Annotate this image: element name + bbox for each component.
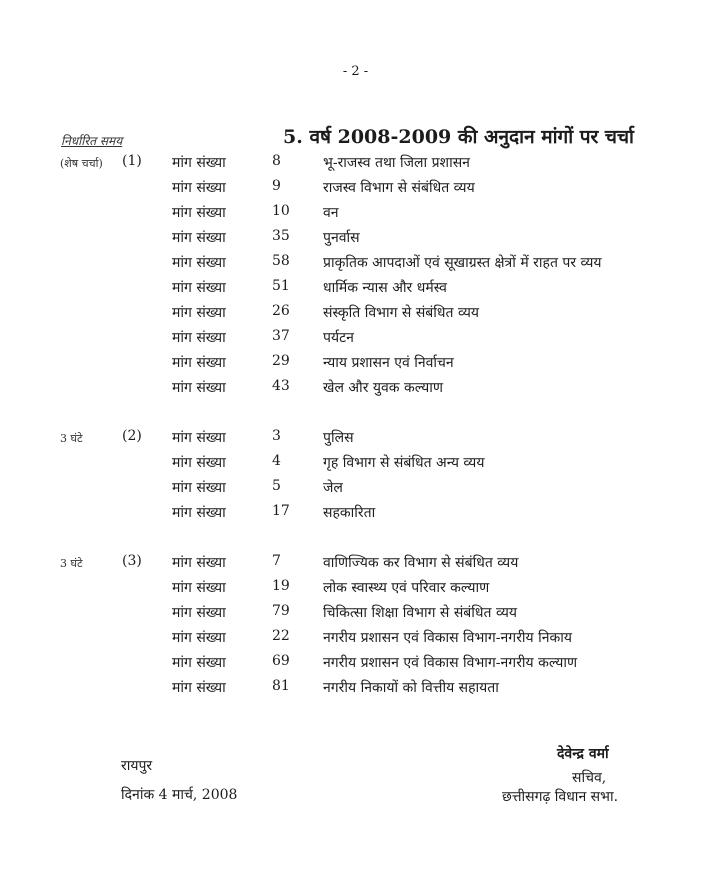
- demand-description: राजस्व विभाग से संबंधित व्यय: [323, 180, 475, 196]
- demand-number: 8: [272, 153, 281, 169]
- demand-group-3: [0, 550, 711, 700]
- demand-label: मांग संख्या: [172, 155, 226, 171]
- demand-label: मांग संख्या: [172, 355, 226, 371]
- allocated-time: (शेष चर्चा): [60, 157, 103, 170]
- demand-label: मांग संख्या: [172, 505, 226, 521]
- demand-row: [0, 450, 711, 475]
- demand-label: मांग संख्या: [172, 480, 226, 496]
- demand-description: वाणिज्यिक कर विभाग से संबंधित व्यय: [323, 555, 519, 571]
- demand-label: मांग संख्या: [172, 630, 226, 646]
- demand-row: [0, 350, 711, 375]
- demand-row: [0, 300, 711, 325]
- demand-number: 4: [272, 453, 281, 469]
- allocated-time: 3 घंटे: [60, 432, 83, 445]
- demand-number: 37: [272, 328, 290, 344]
- demand-description: नगरीय प्रशासन एवं विकास विभाग-नगरीय निकाय: [323, 630, 573, 646]
- demand-number: 43: [272, 378, 290, 394]
- demand-row: [0, 575, 711, 600]
- demand-label: मांग संख्या: [172, 605, 226, 621]
- demand-description: पर्यटन: [323, 330, 354, 346]
- demand-group-2: [0, 425, 711, 525]
- demand-row: [0, 600, 711, 625]
- demand-number: 19: [272, 578, 290, 594]
- demand-row: [0, 250, 711, 275]
- demand-number: 7: [272, 553, 281, 569]
- allocated-time-label: निर्धारित समय: [61, 134, 123, 148]
- demand-row: [0, 275, 711, 300]
- demand-description: चिकित्सा शिक्षा विभाग से संबंधित व्यय: [323, 605, 517, 621]
- demand-description: वन: [323, 205, 339, 221]
- demand-number: 58: [272, 253, 290, 269]
- demand-description: भू-राजस्व तथा जिला प्रशासन: [323, 155, 470, 171]
- allocated-time: 3 घंटे: [60, 557, 83, 570]
- demand-number: 81: [272, 678, 290, 694]
- demand-description: गृह विभाग से संबंधित अन्य व्यय: [323, 455, 485, 471]
- group-index: (3): [122, 553, 142, 569]
- demand-row: [0, 550, 711, 575]
- demand-number: 17: [272, 503, 290, 519]
- demand-row: [0, 325, 711, 350]
- demand-row: [0, 625, 711, 650]
- demand-description: नगरीय प्रशासन एवं विकास विभाग-नगरीय कल्याण: [323, 655, 578, 671]
- demand-number: 35: [272, 228, 290, 244]
- group-index: (1): [122, 153, 142, 169]
- demand-label: मांग संख्या: [172, 655, 226, 671]
- demand-description: लोक स्वास्थ्य एवं परिवार कल्याण: [323, 580, 490, 596]
- signatory-name: देवेन्द्र वर्मा: [557, 746, 609, 762]
- demand-label: मांग संख्या: [172, 430, 226, 446]
- demand-row: [0, 425, 711, 450]
- demand-label: मांग संख्या: [172, 380, 226, 396]
- demand-row: [0, 150, 711, 175]
- demand-label: मांग संख्या: [172, 280, 226, 296]
- date-text: दिनांक 4 मार्च, 2008: [121, 787, 238, 803]
- demand-row: [0, 500, 711, 525]
- demand-description: प्राकृतिक आपदाओं एवं सूखाग्रस्त क्षेत्रों में राहत पर व्यय: [323, 255, 602, 271]
- demand-label: मांग संख्या: [172, 305, 226, 321]
- demand-description: सहकारिता: [323, 505, 376, 521]
- demand-description: न्याय प्रशासन एवं निर्वाचन: [323, 355, 454, 371]
- demand-description: धार्मिक न्यास और धर्मस्व: [323, 280, 447, 296]
- demand-row: [0, 200, 711, 225]
- demand-row: [0, 175, 711, 200]
- demand-label: मांग संख्या: [172, 580, 226, 596]
- demand-description: जेल: [323, 480, 343, 496]
- agenda-heading: 5. वर्ष 2008-2009 की अनुदान मांगों पर चर्चा: [283, 126, 634, 148]
- demand-number: 9: [272, 178, 281, 194]
- demand-description: पुनर्वास: [323, 230, 360, 246]
- signatory-title: सचिव,: [572, 770, 607, 786]
- demand-label: मांग संख्या: [172, 205, 226, 221]
- demand-number: 51: [272, 278, 290, 294]
- demand-label: मांग संख्या: [172, 680, 226, 696]
- demand-description: खेल और युवक कल्याण: [323, 380, 444, 396]
- demand-number: 5: [272, 478, 281, 494]
- page-number: - 2 -: [342, 64, 369, 79]
- group-index: (2): [122, 428, 142, 444]
- demand-label: मांग संख्या: [172, 455, 226, 471]
- demand-group-1: [0, 150, 711, 400]
- signatory-org: छत्तीसगढ़ विधान सभा.: [502, 789, 619, 805]
- demand-number: 10: [272, 203, 290, 219]
- demand-description: नगरीय निकायों को वित्तीय सहायता: [323, 680, 499, 696]
- demand-label: मांग संख्या: [172, 230, 226, 246]
- demand-label: मांग संख्या: [172, 255, 226, 271]
- place-text: रायपुर: [121, 758, 153, 774]
- demand-number: 69: [272, 653, 290, 669]
- demand-description: पुलिस: [323, 430, 354, 446]
- demand-number: 79: [272, 603, 290, 619]
- demand-number: 29: [272, 353, 290, 369]
- demand-row: [0, 675, 711, 700]
- demand-description: संस्कृति विभाग से संबंधित व्यय: [323, 305, 479, 321]
- demand-number: 22: [272, 628, 290, 644]
- demand-number: 3: [272, 428, 281, 444]
- demand-row: [0, 475, 711, 500]
- demand-label: मांग संख्या: [172, 330, 226, 346]
- demand-label: मांग संख्या: [172, 180, 226, 196]
- demand-row: [0, 375, 711, 400]
- demand-label: मांग संख्या: [172, 555, 226, 571]
- demand-row: [0, 650, 711, 675]
- demand-number: 26: [272, 303, 290, 319]
- demand-row: [0, 225, 711, 250]
